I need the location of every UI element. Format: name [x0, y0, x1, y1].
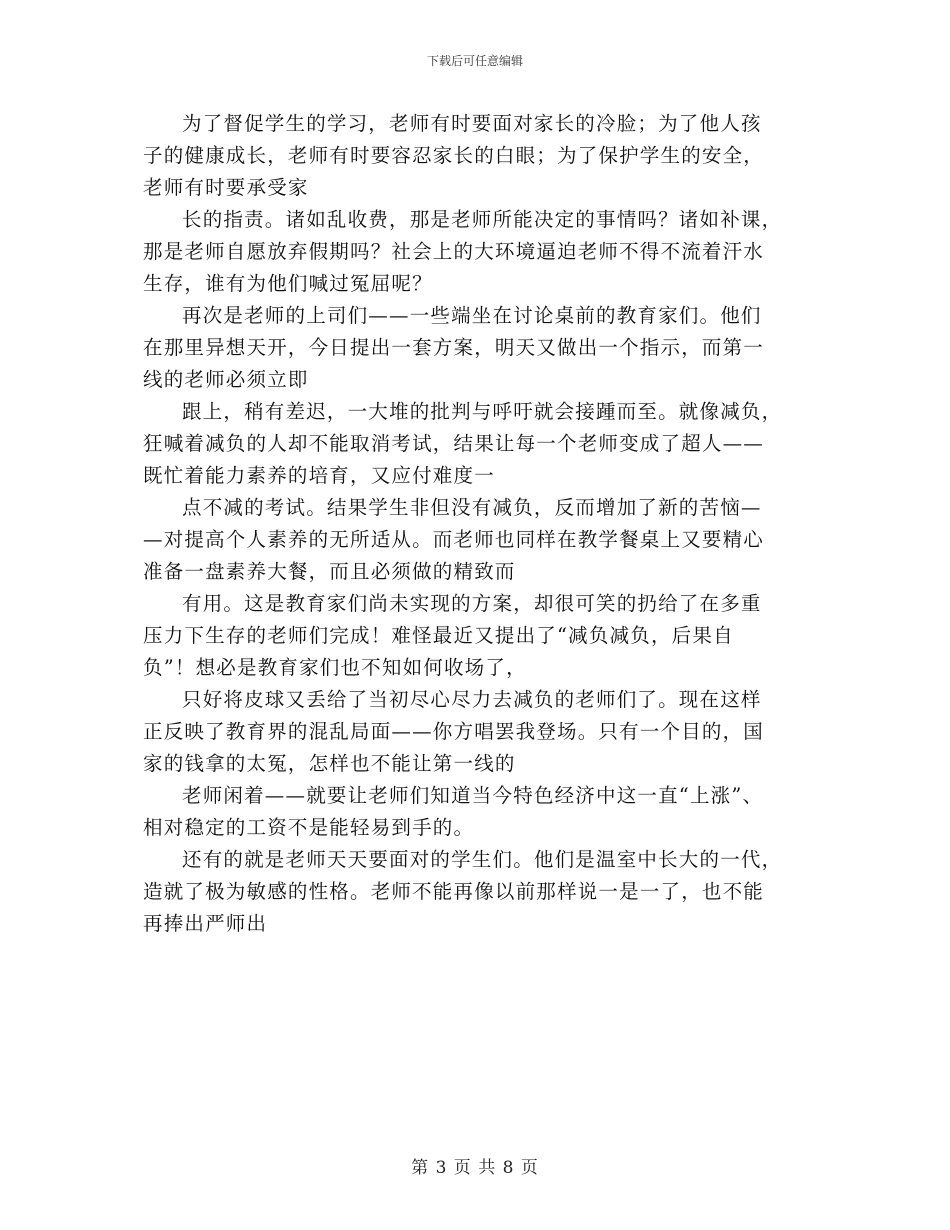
text-line: 长的指责。诸如乱收费，那是老师所能决定的事情吗？诸如补课， — [182, 208, 783, 231]
text-line: 线的老师必须立即 — [143, 368, 309, 391]
text-line: 点不减的考试。结果学生非但没有减负，反而增加了新的苦恼— — [182, 496, 762, 519]
paragraph — [143, 492, 805, 588]
paragraph — [143, 684, 805, 780]
text-line: 狂喊着减负的人却不能取消考试，结果让每一个老师变成了超人—— — [143, 432, 765, 455]
paragraph — [143, 396, 805, 492]
text-line: 那是老师自愿放弃假期吗？社会上的大环境逼迫老师不得不流着汗水 — [143, 240, 765, 263]
text-line: 再捧出严师出 — [143, 912, 268, 935]
text-line: 家的钱拿的太冤，怎样也不能让第一线的 — [143, 752, 516, 775]
paragraph — [143, 588, 805, 684]
text-line: 准备一盘素养大餐，而且必须做的精致而 — [143, 560, 516, 583]
text-line: 跟上，稍有差迟，一大堆的批判与呼吁就会接踵而至。就像减负， — [182, 400, 783, 423]
text-line: 在那里异想天开，今日提出一套方案，明天又做出一个指示，而第一 — [143, 336, 765, 359]
page-number: 第 3 页 共 8 页 — [411, 1158, 539, 1178]
text-line: 既忙着能力素养的培育，又应付难度一 — [143, 464, 495, 487]
text-line: 生存，谁有为他们喊过冤屈呢？ — [143, 272, 433, 295]
text-line: 压力下生存的老师们完成！难怪最近又提出了“减负减负，后果自 — [143, 624, 734, 647]
paragraph — [143, 300, 805, 396]
text-line: 老师有时要承受家 — [143, 176, 309, 199]
paragraph — [143, 780, 805, 844]
text-line: 只好将皮球又丢给了当初尽心尽力去减负的老师们了。现在这样 — [182, 688, 762, 711]
paragraph — [143, 204, 805, 300]
text-line: 相对稳定的工资不是能轻易到手的。 — [143, 816, 475, 839]
text-line: —对提高个人素养的无所适从。而老师也同样在教学餐桌上又要精心 — [143, 528, 765, 551]
text-line: 还有的就是老师天天要面对的学生们。他们是温室中长大的一代， — [182, 848, 783, 871]
text-line: 有用。这是教育家们尚未实现的方案，却很可笑的扔给了在多重 — [182, 592, 762, 615]
text-line: 正反映了教育界的混乱局面——你方唱罢我登场。只有一个目的，国 — [143, 720, 765, 743]
text-line: 造就了极为敏感的性格。老师不能再像以前那样说一是一了，也不能 — [143, 880, 765, 903]
paragraph — [143, 108, 805, 204]
paragraph — [143, 844, 805, 940]
document-body — [143, 108, 805, 940]
text-line: 再次是老师的上司们——一些端坐在讨论桌前的教育家们。他们 — [182, 304, 762, 327]
text-line: 负”！想必是教育家们也不知如何收场了， — [143, 656, 527, 679]
text-line: 为了督促学生的学习，老师有时要面对家长的冷脸；为了他人孩 — [182, 112, 762, 135]
text-line: 老师闲着——就要让老师们知道当今特色经济中这一直“上涨”、 — [182, 784, 764, 807]
page-header: 下载后可任意编辑 — [426, 54, 523, 68]
text-line: 子的健康成长，老师有时要容忍家长的白眼；为了保护学生的安全， — [143, 144, 765, 167]
